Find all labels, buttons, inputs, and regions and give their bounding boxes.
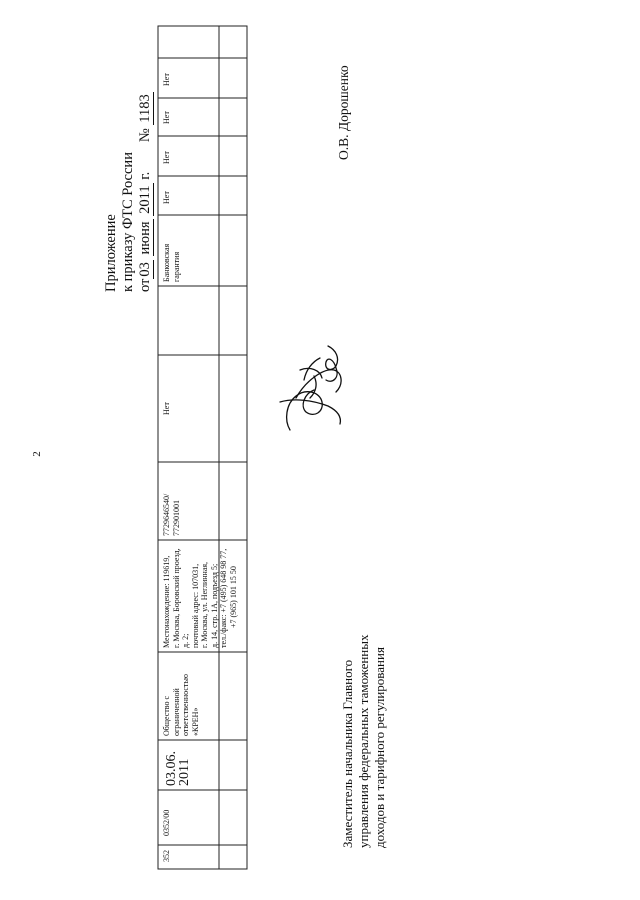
- signer-title: [340, 635, 388, 848]
- address-line: г. Москва, ул. Неглинная,: [200, 561, 209, 648]
- cell-none-4: Нет: [162, 111, 171, 124]
- address-line: тел./факс: +7 (495) 648 98 77,: [219, 548, 228, 648]
- cell-none-3: Нет: [162, 151, 171, 164]
- date-year-suffix: г.: [137, 171, 153, 180]
- cell-guarantee: [162, 244, 181, 282]
- org-line: Общество с: [162, 695, 171, 736]
- cell-none-5: Нет: [162, 73, 171, 86]
- guarantee-line: Банковская: [162, 243, 171, 282]
- address-line: г. Москва, Боровский проезд,: [171, 548, 181, 648]
- cell-date: [165, 751, 191, 786]
- order-number: 1183: [137, 94, 153, 123]
- cell-date-line1: 03.06.: [164, 751, 179, 786]
- cell-organization: [162, 674, 200, 736]
- address-line: Местонахождение: 119619,: [162, 555, 171, 648]
- address-line: д. 2;: [181, 633, 190, 648]
- cell-none-2: Нет: [162, 191, 171, 204]
- org-line: «КРЕН»: [190, 707, 200, 736]
- date-day: 03: [137, 262, 153, 277]
- org-line: ограниченной: [171, 688, 181, 736]
- date-month: июня: [137, 221, 153, 255]
- cell-none-1: Нет: [162, 402, 171, 415]
- handwritten-signature: [270, 340, 350, 435]
- guarantee-line: гарантия: [171, 251, 181, 282]
- inn-kpp-line: 7729646540/: [162, 493, 171, 536]
- appendix-order-ref: к приказу ФТС России: [120, 152, 136, 292]
- cell-code: 0352/00: [162, 809, 171, 836]
- org-line: ответственностью: [181, 673, 190, 736]
- date-prefix: от: [137, 278, 153, 292]
- signer-name: О.В. Дорошенко: [336, 65, 351, 160]
- page-number: 2: [30, 451, 43, 457]
- address-line: +7 (965) 101 15 50: [228, 566, 238, 628]
- cell-inn-kpp: [162, 494, 181, 536]
- signer-title-line: Заместитель начальника Главного: [340, 659, 355, 848]
- signer-title-line: доходов и тарифного регулирования: [372, 647, 387, 848]
- cell-index: 352: [162, 850, 171, 862]
- date-year: 2011: [137, 185, 153, 214]
- cell-date-line2: 2011: [177, 758, 192, 786]
- inn-kpp-line: 772901001: [171, 500, 181, 536]
- appendix-title: Приложение: [103, 214, 119, 292]
- signer-title-line: управления федеральных таможенных: [356, 634, 371, 848]
- address-line: почтовый адрес: 107031,: [190, 563, 200, 648]
- address-line: д. 14, стр. 1А, подъезд 5;: [209, 563, 219, 648]
- cell-address: [162, 548, 238, 648]
- number-label: №: [137, 128, 153, 143]
